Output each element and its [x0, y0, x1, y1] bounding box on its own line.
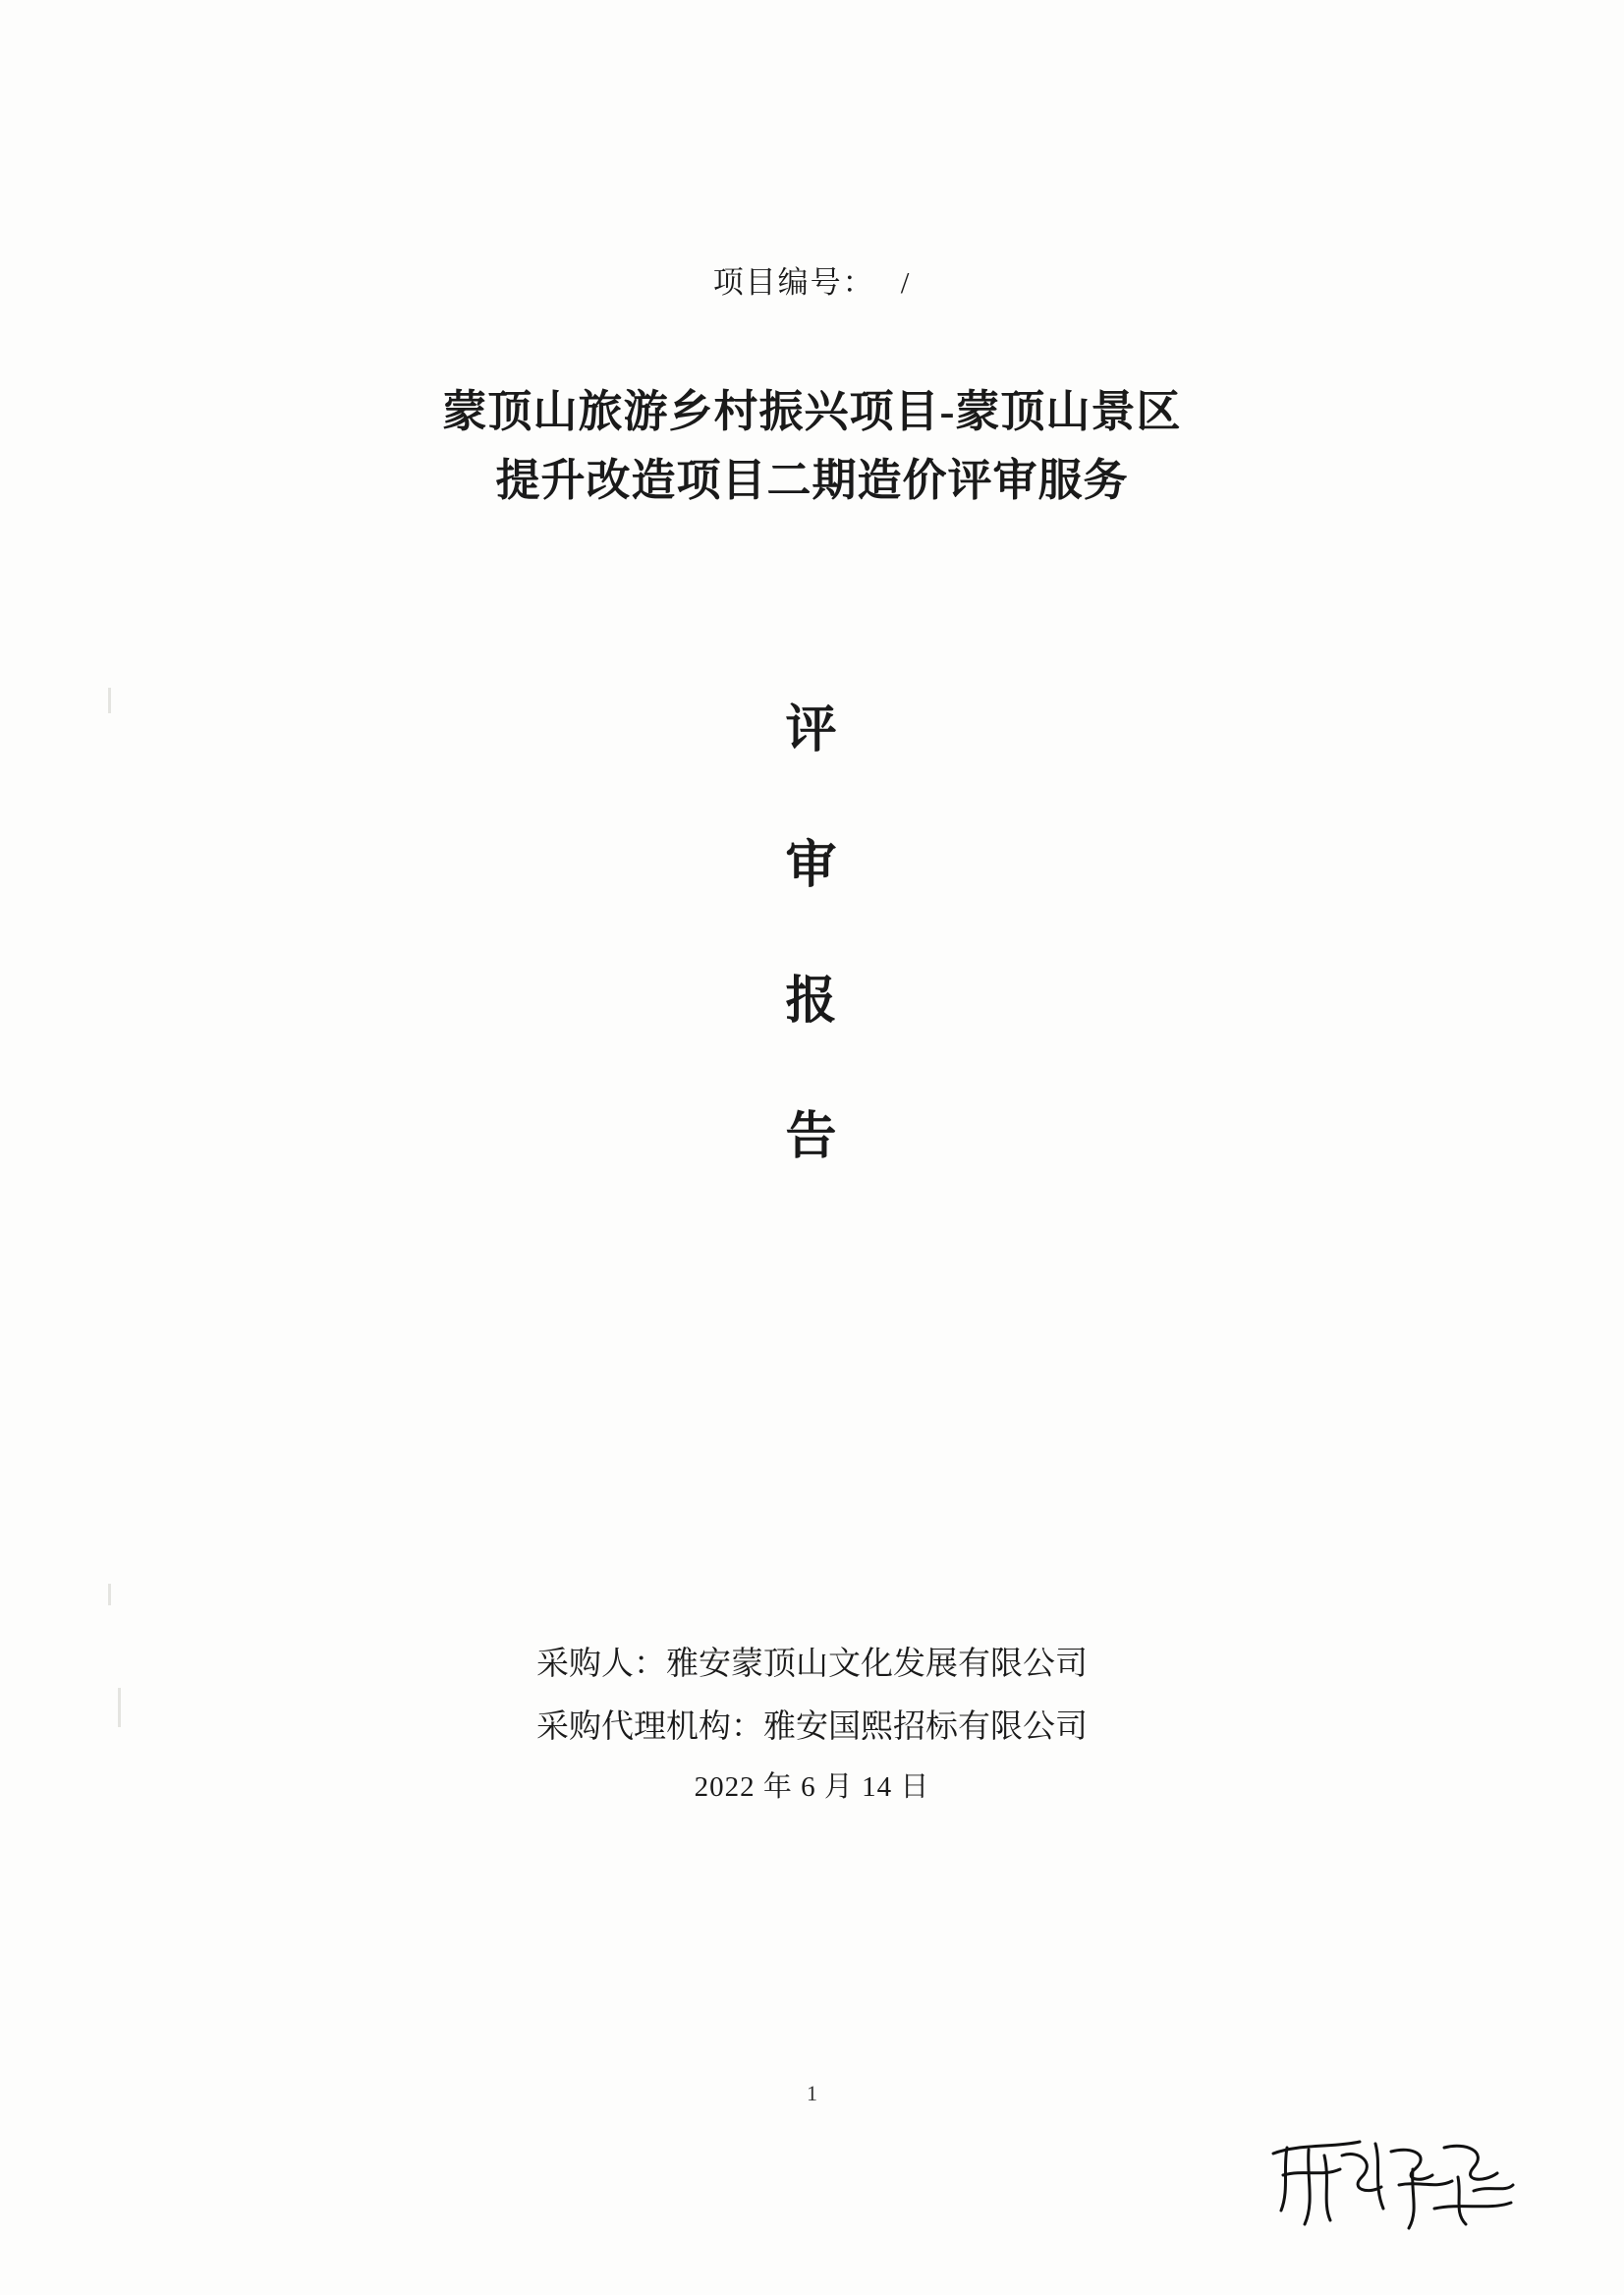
project-number-label: 项目编号： [712, 265, 875, 300]
document-title [0, 378, 1624, 516]
purchaser-line: 采购人：雅安蒙顶山文化发展有限公司 [536, 1647, 1088, 1682]
report-word-2: 审 [785, 838, 839, 894]
document-footer [0, 1633, 1624, 1815]
report-word-3: 报 [785, 974, 839, 1030]
project-number [0, 257, 1624, 302]
document-title-line-2: 提升改造项目二期造价评审服务 [495, 455, 1129, 505]
document-title-line-1: 蒙顶山旅游乡村振兴项目-蒙顶山景区 [442, 387, 1182, 436]
scan-margin-mark [108, 1584, 111, 1605]
handwritten-signature-icon [1265, 2126, 1521, 2244]
document-date: 2022 年 6 月 14 日 [694, 1770, 930, 1803]
page-number: 1 [807, 2081, 817, 2105]
agency-line: 采购代理机构：雅安国熙招标有限公司 [536, 1709, 1088, 1746]
project-number-value: / [900, 265, 912, 300]
report-word-4: 告 [785, 1109, 839, 1165]
report-word-1: 评 [785, 702, 839, 758]
